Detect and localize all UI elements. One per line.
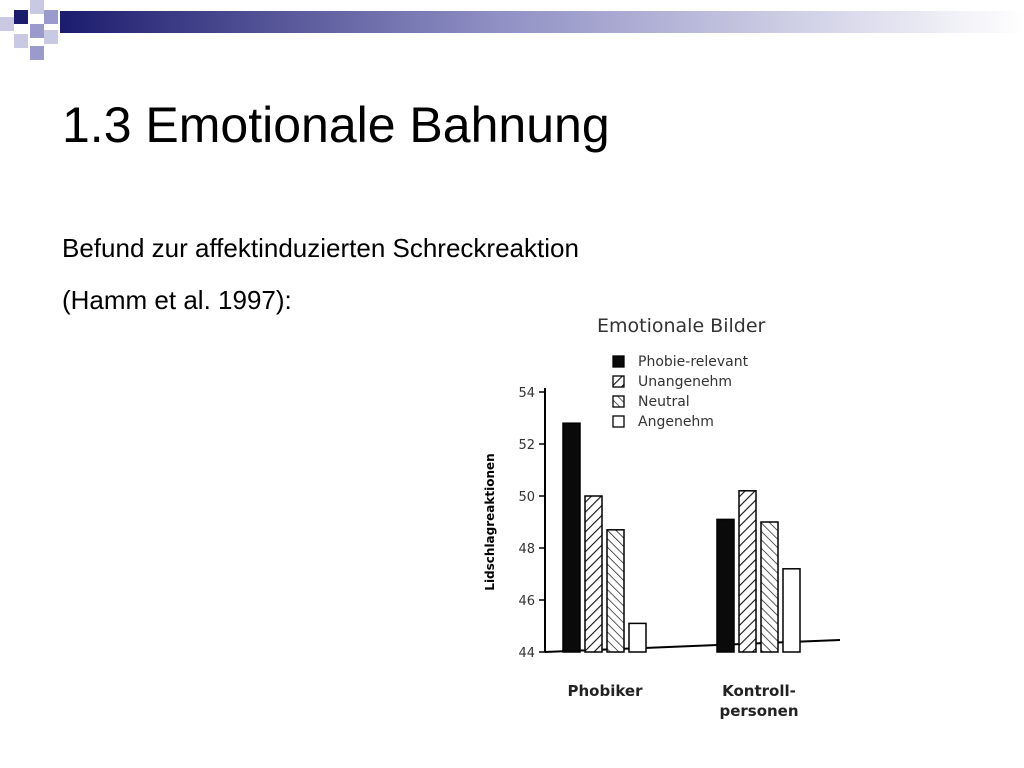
- x-tick-label: Phobiker: [567, 682, 643, 700]
- body-text-line: Befund zur affektinduzierten Schreckreaktion: [62, 233, 579, 263]
- legend-swatch: [613, 376, 624, 387]
- slide-header-decoration: [0, 0, 1024, 70]
- y-tick-label: 46: [518, 594, 535, 609]
- bar: [717, 519, 734, 652]
- x-tick-label: Kontroll-: [722, 682, 796, 700]
- bar: [783, 569, 800, 652]
- y-tick-label: 52: [518, 438, 535, 453]
- y-axis-label: Lidschlagreaktionen: [483, 453, 497, 591]
- bar: [607, 530, 624, 652]
- chart-title: Emotionale Bilder: [597, 315, 766, 337]
- bar: [739, 491, 756, 652]
- legend-label: Angenehm: [638, 414, 714, 430]
- y-tick-label: 48: [518, 542, 535, 557]
- bar-chart: [470, 300, 850, 720]
- legend-swatch: [613, 396, 624, 407]
- slide-title: 1.3 Emotionale Bahnung: [62, 97, 610, 153]
- chart-bars: [563, 423, 800, 720]
- bar: [585, 496, 602, 652]
- body-text-line: (Hamm et al. 1997):: [62, 285, 292, 315]
- y-tick-label: 44: [518, 646, 535, 661]
- y-tick-label: 50: [518, 490, 535, 505]
- legend-label: Phobie-relevant: [638, 354, 749, 370]
- x-tick-label: personen: [719, 702, 799, 720]
- legend-swatch: [613, 356, 624, 367]
- chart-legend: [613, 354, 749, 430]
- y-tick-label: 54: [518, 386, 535, 401]
- bar: [629, 623, 646, 652]
- legend-label: Unangenehm: [638, 374, 733, 390]
- bar: [761, 522, 778, 652]
- bar: [563, 423, 580, 652]
- legend-swatch: [613, 416, 624, 427]
- legend-label: Neutral: [638, 394, 690, 410]
